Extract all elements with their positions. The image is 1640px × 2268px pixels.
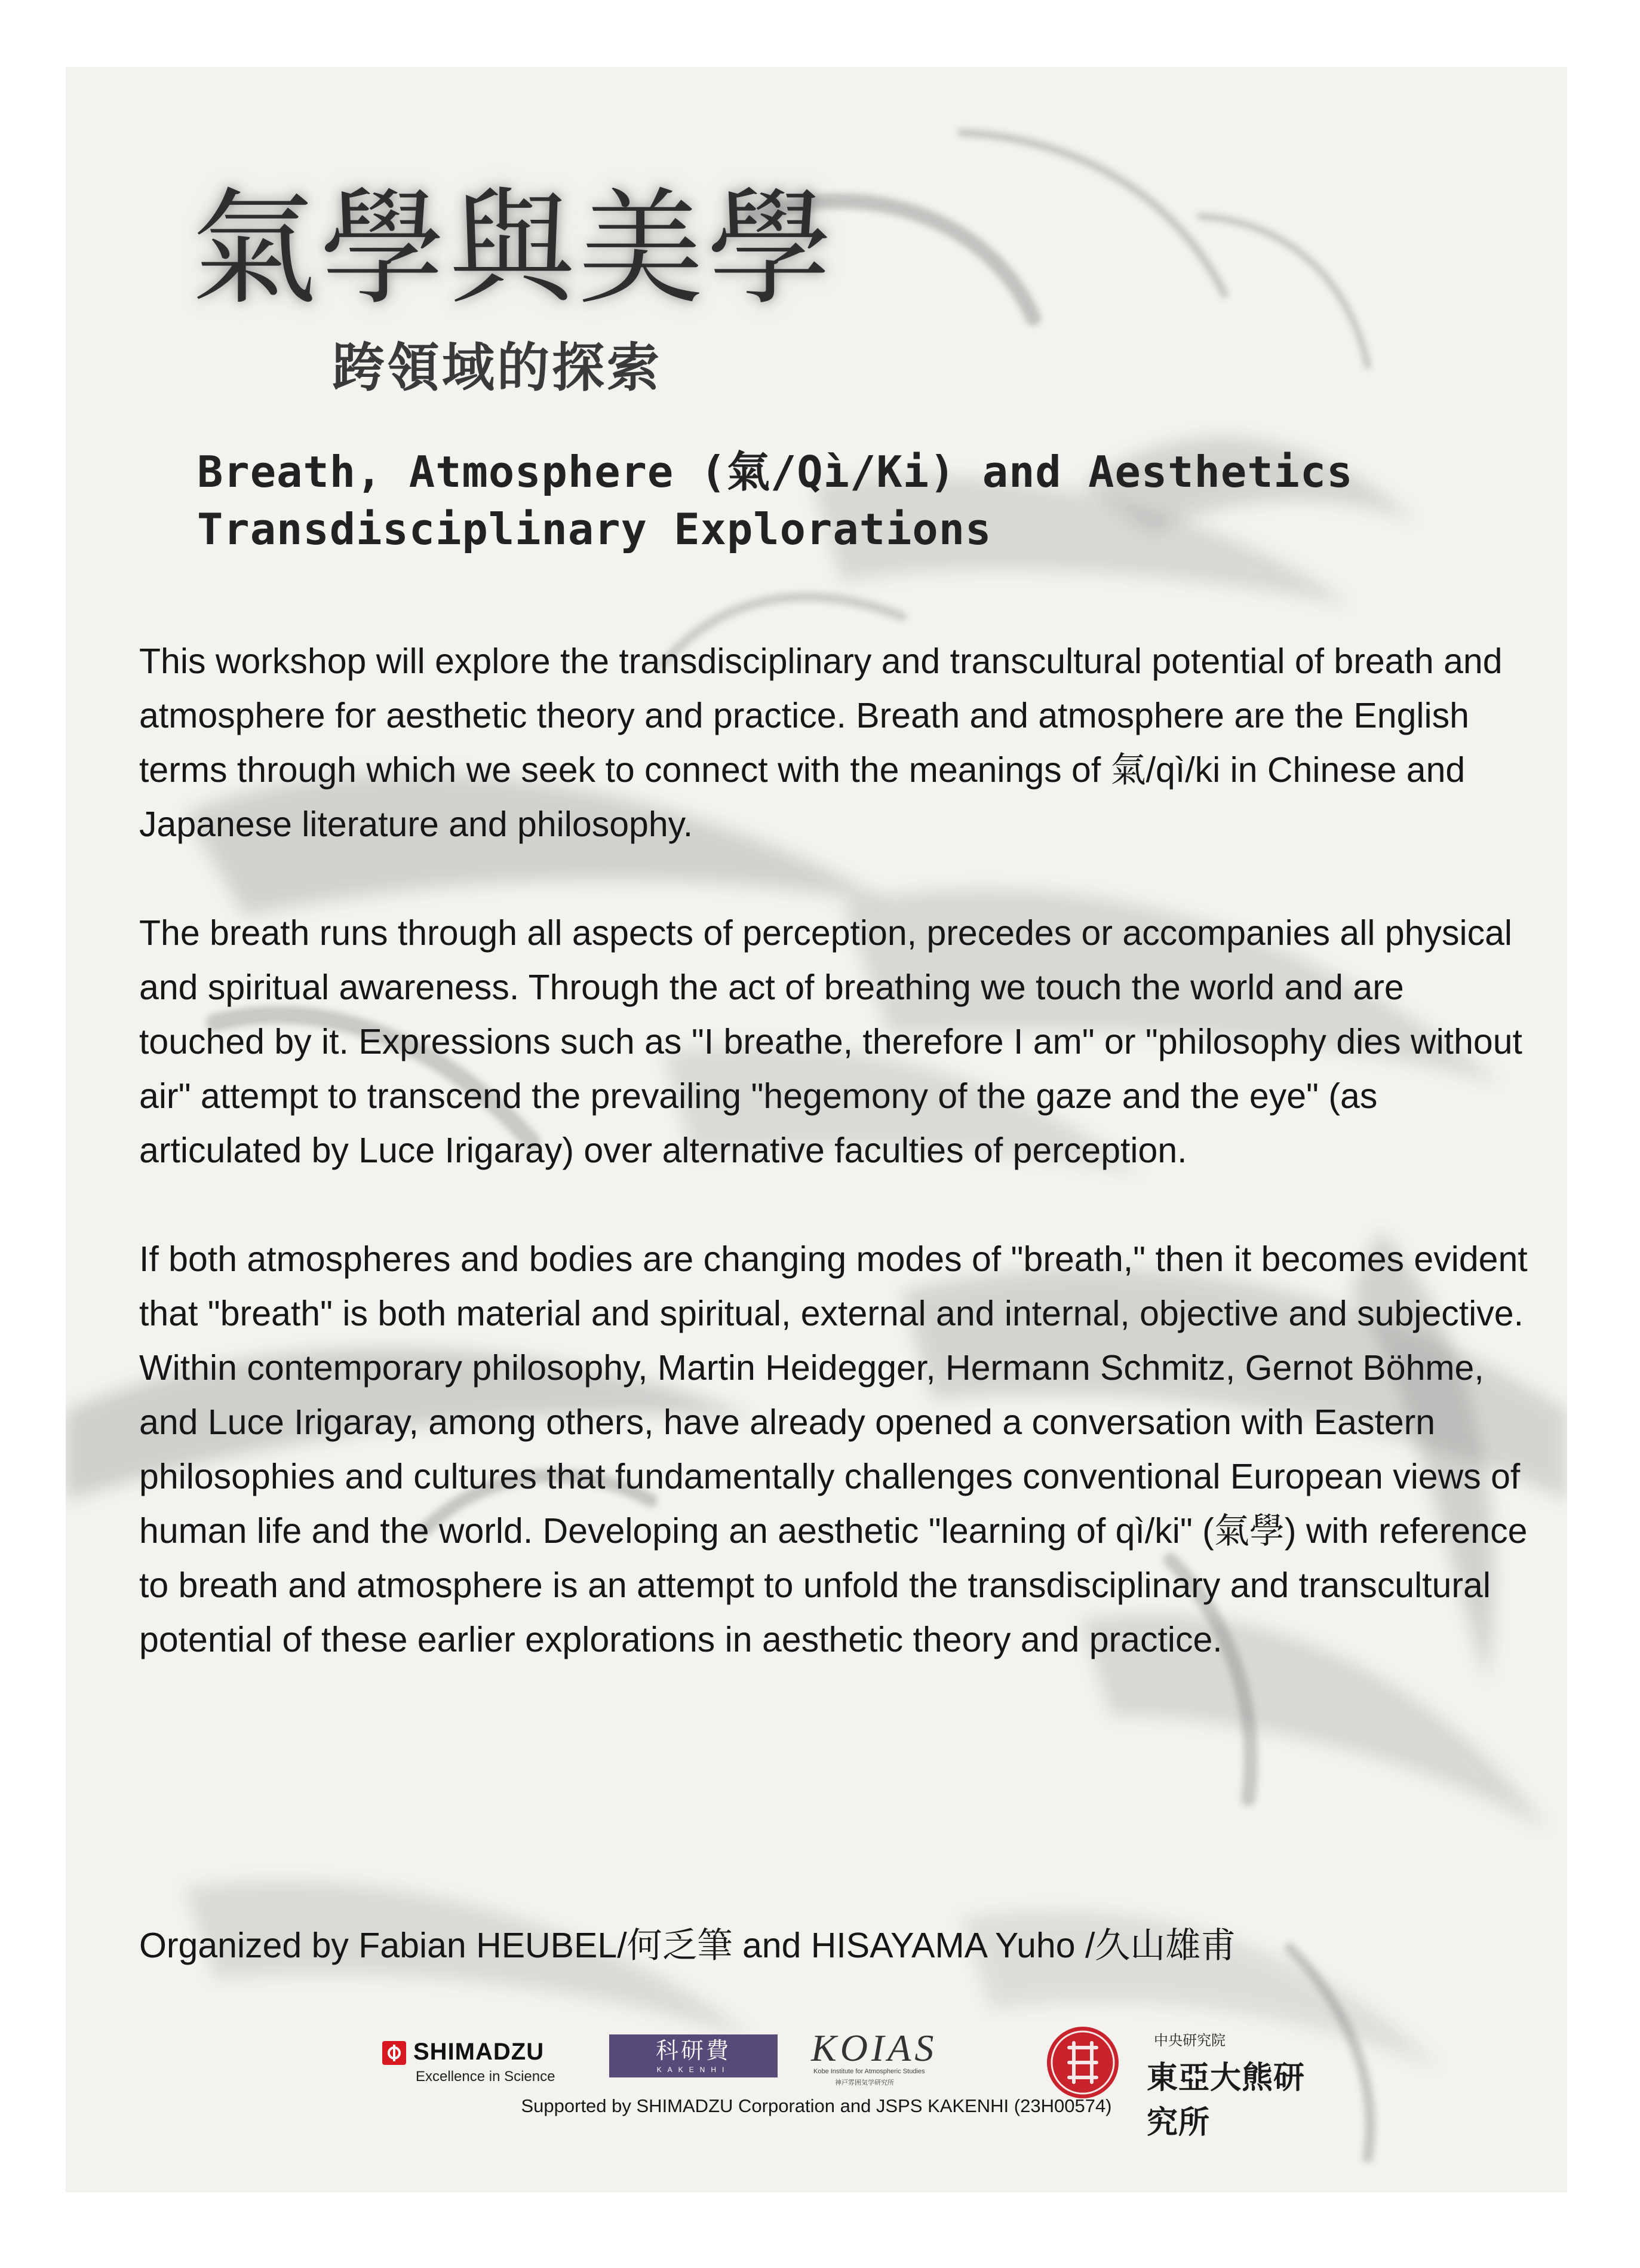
institute-logo — [1147, 2028, 1326, 2141]
supported-by: Supported by SHIMADZU Corporation and JSPS KAKENHI (23H00574) — [521, 2095, 1112, 2116]
english-title — [197, 443, 1353, 558]
shimadzu-logo — [382, 2041, 579, 2089]
english-title-line-2: Transdisciplinary Explorations — [197, 504, 992, 554]
institute-name: 東亞大熊研究所 — [1147, 2060, 1306, 2141]
paragraph-2: The breath runs through all aspects of perception, precedes or accompanies all physical and spiritual awareness. Through the act of breathing we touch the world and are touched by it. Expressions such as "I breathe, therefore I am" or "philosophy dies without air" attempt to transcend the prevailing "hegemony of the gaze and the eye" (as articulated by Luce Irigaray) over alternative faculties of perception. — [139, 913, 1522, 1170]
shimadzu-mark-icon — [382, 2041, 406, 2065]
kakenhi-sub: KAKENHI — [656, 2066, 730, 2074]
koias-name: KOIAS — [811, 2027, 938, 2069]
paragraph-1: This workshop will explore the transdisciplinary and transcultural potential of breath and atmosphere for aesthetic theory and practice. Breath and atmosphere are the English terms through which we seek to connect with the meanings of 氣/qì/ki in Chinese and Japanese literature and philosophy. — [139, 642, 1503, 844]
academia-sinica-label: 中央研究院 — [1154, 2032, 1226, 2049]
koias-japanese-name: 神戸雰囲気学研究所 — [835, 2079, 894, 2086]
description — [139, 634, 1537, 1721]
shimadzu-name: SHIMADZU — [413, 2039, 545, 2065]
english-title-line-1: Breath, Atmosphere (氣/Qì/Ki) and Aesthetics — [197, 447, 1353, 497]
kakenhi-name: 科研費 — [655, 2037, 731, 2064]
institute-seal-icon — [1045, 2025, 1120, 2100]
chinese-title: 氣學與美學 — [191, 176, 837, 322]
koias-english-name: Kobe Institute for Atmospheric Studies — [813, 2068, 925, 2075]
shimadzu-tagline: Excellence in Science — [416, 2068, 555, 2085]
kakenhi-logo — [609, 2034, 778, 2077]
chinese-subtitle: 跨領域的探索 — [332, 337, 662, 398]
poster — [66, 67, 1567, 2192]
koias-logo — [811, 2026, 954, 2092]
paragraph-3: If both atmospheres and bodies are changing modes of "breath," then it becomes evident that "breath" is both material and spiritual, external and internal, objective and subjective. Within contemporary philosophy, Martin Heidegger, Hermann Schmitz, Gernot Böhme, and Luce Irigaray, among others, have already opened a conversation with Eastern philosophies and cultures that fundamentally challenges conventional European views of human life and the world. Developing an aesthetic "learning of qì/ki" (氣學) with reference to breath and atmosphere is an attempt to unfold the transdisciplinary and transcultural potential of these earlier explorations in aesthetic theory and practice. — [139, 1239, 1528, 1659]
organizer-credit: Organized by Fabian HEUBEL/何乏筆 and HISAYAMA Yuho /久山雄甫 — [139, 1926, 1236, 1965]
